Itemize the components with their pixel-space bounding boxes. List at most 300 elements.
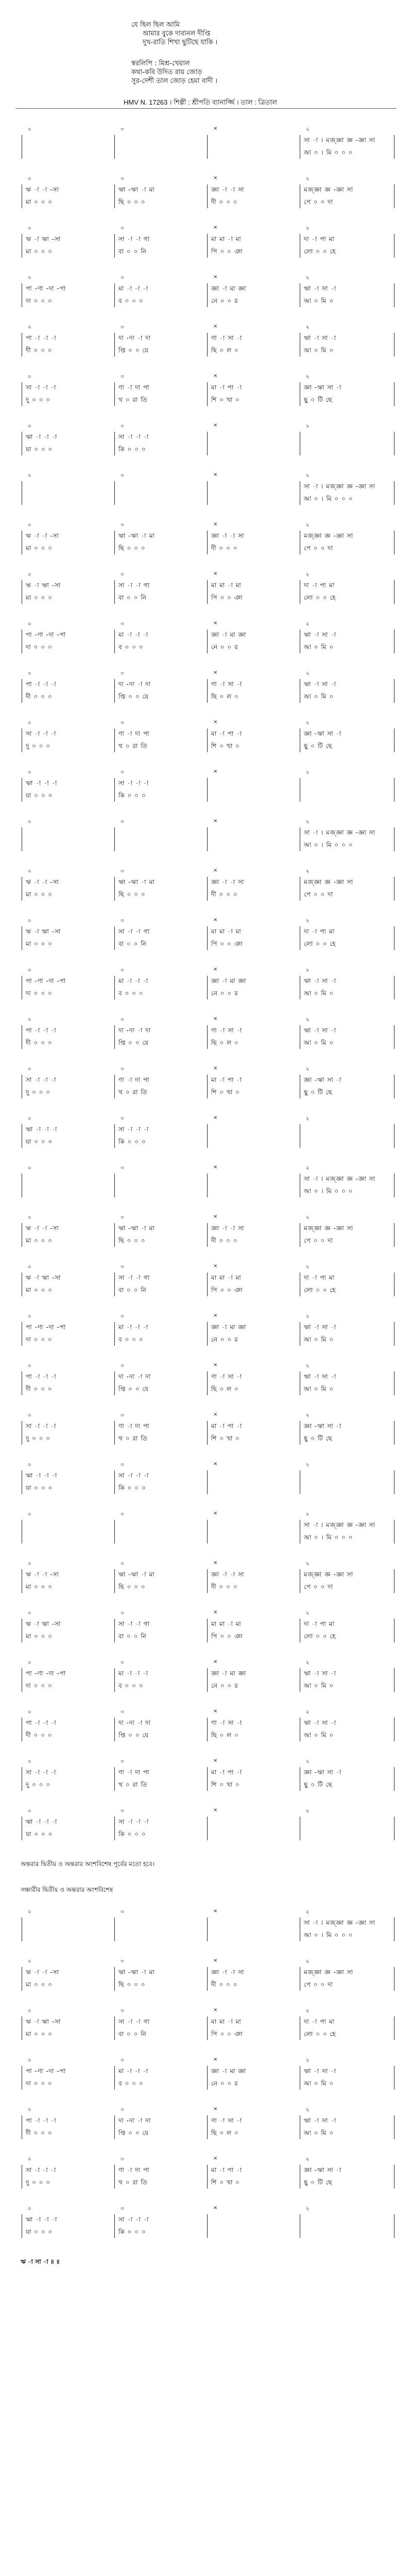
swara-group: মা -া পা -া: [211, 1769, 242, 1776]
swara-group: ঋ -া ঋা -সা: [26, 928, 61, 935]
tal-mark: ২: [306, 1561, 310, 1567]
bar-line: [207, 2115, 208, 2139]
swara-group: মা -া -া -া: [118, 977, 149, 985]
lyric-syllables: পি ০ ০ ঞা: [211, 594, 243, 601]
bar-line: [114, 877, 115, 901]
bar-line: [207, 283, 208, 307]
notation-row: [10, 1657, 402, 1696]
swara-group: মা -া -া -া: [118, 1670, 149, 1677]
lyric-syllables: বা ০ ০ নি: [118, 1286, 147, 1294]
tal-mark: ২: [306, 1314, 310, 1319]
swara-group: ঋ -া ঋা -সা: [26, 1274, 61, 1281]
swara-group: পা -া -া -া: [26, 1719, 57, 1726]
swara-group: ঋা -া সা -া: [304, 334, 337, 342]
swara-group: ঋা -া -া -া: [26, 779, 58, 787]
lyric-syllables: খ ০ রা তি: [118, 2179, 148, 2186]
bar-line: [114, 778, 115, 802]
swara-group: জ্ঞা -ঋা সা -া: [304, 1769, 342, 1776]
lyric-syllables: দী ০ ০ ০: [26, 347, 53, 354]
tal-mark: ২: [306, 226, 310, 231]
lyric-syllables: আ ০ মি ০: [304, 1039, 334, 1046]
tal-mark: ৩: [121, 1561, 124, 1567]
swara-group: জ্ঞা -া মা জ্ঞা: [211, 631, 247, 638]
lyric-syllables: ছু ০ টি ছে: [304, 1435, 333, 1442]
bar-line: [114, 976, 115, 999]
tal-mark: ৩: [121, 374, 124, 380]
bar-line: [207, 728, 208, 752]
swara-group: মা মা -া মা: [211, 1274, 242, 1281]
swara-group: সা -া -া -া: [118, 1472, 149, 1479]
tal-mark: ৩: [121, 1909, 124, 1915]
notation-row: [10, 915, 402, 954]
swara-group: জ্ঞা -া -া সা: [211, 186, 245, 193]
swara-group: সা -া -া -া: [118, 1818, 149, 1825]
bar-line: [114, 679, 115, 703]
swara-group: ঋা -া সা -া: [304, 977, 337, 985]
lyric-syllables: ছি ০ ল ০: [211, 693, 239, 700]
second-part-label: সঞ্চারীর দ্বিতীয় ও অন্তরার অংশবিশেষ: [21, 1886, 113, 1893]
notation-row: [10, 1607, 402, 1647]
swara-group: সা -া -া -া: [118, 2216, 149, 2223]
tal-mark: ০: [28, 621, 31, 627]
tal-mark: ০: [28, 1314, 31, 1319]
tal-mark: ×: [213, 620, 218, 626]
lyric-syllables: ব ০ ০ ০: [118, 990, 144, 997]
notation-row: [10, 321, 402, 361]
tal-mark: ০: [28, 2157, 31, 2162]
swara-group: মা মা -া মা: [211, 235, 242, 243]
notation-row: [10, 1212, 402, 1251]
tal-mark: ৩: [121, 1759, 124, 1765]
swara-group: সা -া -া গা: [118, 928, 150, 935]
tal-mark: ×: [213, 967, 218, 972]
swara-group: ঋা -ঋা -া মা: [118, 878, 155, 886]
tal-mark: ২: [306, 720, 310, 726]
notation-row: [10, 1956, 402, 1995]
lyric-syllables: মা ০ ০ ০: [26, 545, 53, 552]
notation-row: [10, 964, 402, 1004]
bar-line: [114, 1025, 115, 1049]
tal-mark: ৩: [121, 325, 124, 330]
lyric-syllables: প্তি ০ ০ যে: [118, 1039, 149, 1046]
lyric-syllables: নে ০ ০ র: [211, 990, 238, 997]
swara-group: মা -া -া -া: [118, 631, 149, 638]
swara-group: মা মা -া মা: [211, 2018, 242, 2025]
tal-mark: ২: [306, 1611, 310, 1616]
lyric-syllables: মা ০ ০ ০: [26, 2030, 53, 2038]
tal-mark: ২: [306, 1909, 310, 1915]
lyric-syllables: আ ০ মি ০: [304, 693, 334, 700]
swara-group: ণা -া দা পা: [118, 1076, 150, 1083]
lyric-syllables: দী ০ ০ ০: [211, 891, 238, 898]
swara-group: ঋা -া সা -া: [304, 1027, 337, 1034]
tal-mark: ×: [213, 472, 218, 478]
lyric-syllables: আ ০ । মি ০ ০ ০: [304, 1534, 353, 1541]
bar-line: [207, 1075, 208, 1098]
lyric-syllables: দী ০ ০ ০: [26, 1732, 53, 1739]
bar-line: [114, 1767, 115, 1791]
tal-mark: ২: [306, 1215, 310, 1221]
lyric-syllables: শি ০ খা ০: [211, 396, 240, 403]
tal-mark: ×: [213, 571, 218, 577]
tal-mark: ৩: [121, 1611, 124, 1616]
tal-mark: ×: [213, 175, 218, 181]
tal-mark: ২: [306, 374, 310, 380]
lyric-syllables: দু ০ ০ ০: [26, 1781, 51, 1788]
swara-group: মা -া পা -া: [211, 730, 242, 737]
lyric-syllables: দা ০ ০ ০: [26, 1682, 53, 1689]
swara-group: জ্ঞা -া -া সা: [211, 532, 245, 539]
bar-line: [207, 432, 208, 455]
lyric-syllables: পি ০ ০ ঞা: [211, 2030, 243, 2038]
bar-line: [207, 1273, 208, 1296]
swara-group: সা -া -া গা: [118, 1620, 150, 1628]
swara-group: দা -দা -া দা: [118, 1027, 151, 1034]
notation-row: [10, 1906, 402, 1945]
tal-mark: ০: [28, 1066, 31, 1072]
bar-line: [114, 1470, 115, 1494]
bar-line: [207, 1223, 208, 1247]
lyric-syllables: নে ০ ০ র: [211, 2080, 238, 2087]
swara-group: মা -া পা -া: [211, 1422, 242, 1430]
swara-group: ণা -া সা -া: [211, 1027, 243, 1034]
lyric-syllables: ছি ০ ল ০: [211, 1039, 239, 1046]
lyric-syllables: ছি ০ ল ০: [211, 1732, 239, 1739]
swara-group: পা -া -া -া: [26, 334, 57, 342]
bar-line: [114, 1918, 115, 1941]
swara-group: দা -া পা মা: [304, 582, 335, 589]
bar-line: [114, 1569, 115, 1593]
tal-mark: ০: [28, 1611, 31, 1616]
final-mark: ঋ -া সা -া ॥ ॥: [21, 2258, 60, 2265]
bar-line: [114, 1174, 115, 1197]
swara-group: মজ্জ্ঞা জ্ঞ -জ্ঞা সা: [304, 1969, 353, 1976]
tal-mark: ২: [306, 2157, 310, 2162]
tal-mark: ×: [213, 719, 218, 725]
notation-row: [10, 1509, 402, 1548]
lyric-syllables: মা ০ ০ ০: [26, 1583, 53, 1590]
lyric-syllables: কি ০ ০ ০: [118, 2228, 146, 2235]
swara-group: পা -ণা -দা -পা: [26, 977, 66, 985]
lyric-syllables: আ ০ । মি ০ ০ ০: [304, 1188, 353, 1195]
tal-mark: ০: [28, 2107, 31, 2113]
bar-line: [207, 1470, 208, 1494]
tal-mark: ২: [306, 1709, 310, 1715]
lyric-syllables: খ ০ রা তি: [118, 1781, 148, 1788]
tal-mark: ২: [306, 1660, 310, 1666]
lyric-syllables: আ ০ মি ০: [304, 297, 334, 304]
swara-group: জ্ঞা -া -া সা: [211, 1969, 245, 1976]
tal-mark: ২: [306, 275, 310, 281]
tal-mark: ২: [306, 1264, 310, 1270]
swara-group: ণা -া সা -া: [211, 681, 243, 688]
tal-mark: ২: [306, 473, 310, 479]
bar-line: [114, 2066, 115, 2090]
tal-mark: ×: [213, 2057, 218, 2062]
lyric-syllables: বা ০ ০ নি: [118, 2030, 147, 2038]
tal-mark: ৩: [121, 968, 124, 973]
lyric-syllables: খ ০ রা তি: [118, 742, 148, 750]
swara-group: ঋা -ঋা -া মা: [118, 186, 155, 193]
swara-group: দা -দা -া দা: [118, 1719, 151, 1726]
lyric-syllables: ছি ০ ল ০: [211, 2129, 239, 2137]
tal-mark: ×: [213, 769, 218, 774]
swara-group: সা -া -া -া: [26, 730, 57, 737]
tal-mark: ০: [28, 819, 31, 825]
tal-mark: ৩: [121, 522, 124, 528]
tal-mark: ০: [28, 1017, 31, 1023]
lyric-syllables: পে ০ ০ দা: [304, 545, 333, 552]
lyric-syllables: দু ০ ০ ০: [26, 1089, 51, 1096]
swara-group: ঋ -া -া -সা: [26, 1571, 59, 1578]
bar-line: [207, 1322, 208, 1346]
tal-mark: ২: [306, 1808, 310, 1814]
notation-row: [10, 223, 402, 262]
notation-row: [10, 1706, 402, 1745]
swara-group: ঋা -া সা -া: [304, 2067, 337, 2075]
lyric-syllables: দা ০ ০ ০: [26, 2080, 53, 2087]
tal-mark: ৩: [121, 275, 124, 281]
tal-mark: ০: [28, 1561, 31, 1567]
tal-mark: ০: [28, 226, 31, 231]
tal-mark: ২: [306, 325, 310, 330]
tal-mark: ০: [28, 1512, 31, 1517]
swara-group: সা -া -া -া: [26, 2166, 57, 2174]
bar-line: [114, 1273, 115, 1296]
swara-group: মা -া -া -া: [118, 2067, 149, 2075]
swara-group: জ্ঞা -া মা জ্ঞা: [211, 285, 247, 292]
lyric-syllables: পি ০ ০ ঞা: [211, 1286, 243, 1294]
lyric-syllables: আ ০ মি ০: [304, 1385, 334, 1393]
swara-group: ঋা -া -া -া: [26, 1472, 58, 1479]
lyric-syllables: আ ০ মি ০: [304, 643, 334, 651]
bar-line: [114, 234, 115, 258]
notation-row: [10, 618, 402, 657]
lyric-syllables: বা ০ ০ নি: [118, 1633, 147, 1640]
tal-mark: ৩: [121, 2157, 124, 2162]
lyric-syllables: প্তি ০ ০ যে: [118, 2129, 149, 2137]
tal-mark: ২: [306, 522, 310, 528]
lyric-syllables: ছি ০ ০ ০: [118, 891, 146, 898]
notation-row: [10, 1459, 402, 1498]
tal-mark: ০: [28, 1660, 31, 1666]
tal-mark: ৩: [121, 1264, 124, 1270]
tal-mark: ০: [28, 127, 31, 132]
lyric-syllables: ব ০ ০ ০: [118, 1682, 144, 1689]
tal-mark: ২: [306, 671, 310, 676]
swara-group: ণা -া দা পা: [118, 1422, 150, 1430]
bar-line: [114, 333, 115, 357]
bar-line: [207, 184, 208, 208]
tal-mark: ০: [28, 325, 31, 330]
tal-mark: ৩: [121, 770, 124, 775]
lyric-syllables: কি ০ ০ ০: [118, 1831, 146, 1838]
swara-group: ণা -া দা পা: [118, 2166, 150, 2174]
swara-group: দা -া পা মা: [304, 1620, 335, 1628]
notation-row: [10, 2055, 402, 2094]
swara-group: ঋা -ঋা -া মা: [118, 1225, 155, 1232]
tal-mark: ২: [306, 2107, 310, 2113]
notation-row: [10, 2005, 402, 2044]
lyric-syllables: আ ০ মি ০: [304, 2129, 334, 2137]
lyric-syllables: ছু ০ টি ছে: [304, 396, 333, 403]
lyric-syllables: লো ০ ০ হে: [304, 1633, 336, 1640]
tal-mark: ×: [213, 1412, 218, 1417]
notation-row: [10, 1063, 402, 1103]
bar-line: [207, 679, 208, 703]
tal-mark: ৩: [121, 1462, 124, 1468]
tal-mark: ৩: [121, 1413, 124, 1418]
tal-mark: ×: [213, 422, 218, 428]
lyric-syllables: দু ০ ০ ০: [26, 2179, 51, 2186]
tal-mark: ০: [28, 869, 31, 874]
lyric-syllables: নে ০ ০ র: [211, 643, 238, 651]
swara-group: জ্ঞা -ঋা সা -া: [304, 1422, 342, 1430]
swara-group: পা -ণা -দা -পা: [26, 631, 66, 638]
swara-group: সা -া -া -া: [118, 1126, 149, 1133]
tal-mark: ২: [306, 1413, 310, 1418]
swara-group: ণা -া সা -া: [211, 2117, 243, 2124]
lyric-syllables: দু ০ ০ ০: [26, 1435, 51, 1442]
swara-group: সা -া । মজ্জ্ঞা জ্ঞ -জ্ঞা সা: [304, 483, 376, 490]
swara-group: ঋা -ঋা -া মা: [118, 1571, 155, 1578]
lyric-syllables: দী ০ ০ ০: [211, 545, 238, 552]
lyric-syllables: লো ০ ০ হে: [304, 1286, 336, 1294]
notation-row: [10, 371, 402, 410]
swara-group: ণা -া সা -া: [211, 1719, 243, 1726]
credit-line-3: সুর-দেশী তাল জোড় হেমা বাদী ।: [131, 77, 218, 85]
tal-mark: ২: [306, 968, 310, 973]
lyric-syllables: যা ০ ০ ০: [26, 1138, 53, 1145]
lyric-syllables: বা ০ ০ নি: [118, 594, 147, 601]
tal-mark: ০: [28, 968, 31, 973]
tal-mark: ×: [213, 670, 218, 675]
lyric-syllables: ছি ০ ০ ০: [118, 1237, 146, 1244]
lyric-syllables: মা ০ ০ ০: [26, 594, 53, 601]
record-info: HMV N. 17263 । শিল্পী : শ্রীপতি ব্যানার্জ্জি । তাল : ত্রিতাল: [124, 98, 277, 106]
tal-mark: ২: [306, 1462, 310, 1468]
song-line-1: যে ছিল ছিল আমি: [131, 21, 180, 29]
tal-mark: ×: [213, 1807, 218, 1813]
swara-group: মজ্জ্ঞা জ্ঞ -জ্ঞা সা: [304, 878, 353, 886]
lyric-syllables: বা ০ ০ নি: [118, 940, 147, 947]
bar-line: [114, 1520, 115, 1544]
tal-mark: ৩: [121, 819, 124, 825]
swara-group: জ্ঞা -া মা জ্ঞা: [211, 1670, 247, 1677]
swara-group: সা -া -া গা: [118, 2018, 150, 2025]
bar-line: [114, 1817, 115, 1840]
song-credits: [131, 59, 317, 86]
tal-mark: ×: [213, 1659, 218, 1665]
bar-line: [207, 877, 208, 901]
notation-row: [10, 668, 402, 707]
swara-group: মা -া -া -া: [118, 1324, 149, 1331]
tal-mark: ×: [213, 1214, 218, 1219]
tal-mark: ২: [306, 2008, 310, 2014]
tal-mark: ০: [28, 572, 31, 578]
tal-mark: ×: [213, 521, 218, 527]
swara-group: ঋা -ঋা -া মা: [118, 1969, 155, 1976]
bar-line: [207, 778, 208, 802]
swara-group: মা -া পা -া: [211, 384, 242, 391]
bar-line: [114, 2214, 115, 2238]
lyric-syllables: খ ০ রা তি: [118, 396, 148, 403]
bar-line: [207, 976, 208, 999]
swara-group: দা -দা -া দা: [118, 681, 151, 688]
tal-mark: ৩: [121, 1066, 124, 1072]
tal-mark: ৩: [121, 1314, 124, 1319]
tal-mark: ০: [28, 1264, 31, 1270]
tal-mark: ×: [213, 225, 218, 230]
lyric-syllables: ছি ০ ০ ০: [118, 1583, 146, 1590]
bar-line: [207, 1767, 208, 1791]
bar-line: [114, 630, 115, 653]
lyric-syllables: দা ০ ০ ০: [26, 1336, 53, 1343]
bar-line: [207, 2066, 208, 2090]
lyric-syllables: যা ০ ০ ০: [26, 2228, 53, 2235]
tal-mark: ০: [28, 1413, 31, 1418]
swara-group: পা -ণা -দা -পা: [26, 285, 66, 292]
header-divider: [15, 108, 397, 109]
bar-line: [207, 2165, 208, 2189]
swara-group: জ্ঞা -া মা জ্ঞা: [211, 977, 247, 985]
swara-group: ঋা -া সা -া: [304, 1719, 337, 1726]
tal-mark: ×: [213, 324, 218, 329]
notation-row: [10, 1311, 402, 1350]
lyric-syllables: পে ০ ০ দা: [304, 891, 333, 898]
swara-group: ঋা -া সা -া: [304, 2117, 337, 2124]
credit-line-2: কথা-কবি উদিত রায় জোড়: [131, 69, 202, 76]
tal-mark: ৩: [121, 1363, 124, 1369]
notation-row: [10, 866, 402, 905]
lyric-syllables: দী ০ ০ ০: [26, 1385, 53, 1393]
tal-mark: ৩: [121, 720, 124, 726]
tal-mark: ০: [28, 2206, 31, 2212]
swara-group: জ্ঞা -া -া সা: [211, 1225, 245, 1232]
tal-mark: ৩: [121, 572, 124, 578]
tal-mark: ০: [28, 2058, 31, 2063]
tal-mark: ০: [28, 1165, 31, 1171]
swara-group: জ্ঞা -ঋা সা -া: [304, 2166, 342, 2174]
bar-line: [114, 1619, 115, 1642]
notation-row: [10, 1805, 402, 1844]
lyric-syllables: আ ০ মি ০: [304, 2080, 334, 2087]
lyric-syllables: ছি ০ ল ০: [211, 1385, 239, 1393]
tal-mark: ২: [306, 621, 310, 627]
tal-mark: ×: [213, 1758, 218, 1764]
swara-group: সা -া -া -া: [26, 1422, 57, 1430]
tal-mark: ০: [28, 1363, 31, 1369]
swara-group: দা -া পা মা: [304, 235, 335, 243]
swara-group: ঋ -া -া -সা: [26, 878, 59, 886]
swara-group: জ্ঞা -ঋা সা -া: [304, 384, 342, 391]
bar-line: [207, 1124, 208, 1148]
lyric-syllables: শি ০ খা ০: [211, 2179, 240, 2186]
tal-mark: ৩: [121, 621, 124, 627]
notation-row: [10, 2154, 402, 2193]
swara-group: মা মা -া মা: [211, 928, 242, 935]
swara-group: দা -া পা মা: [304, 928, 335, 935]
tal-mark: ×: [213, 2156, 218, 2161]
swara-group: দা -দা -া দা: [118, 1373, 151, 1380]
swara-group: মা -া পা -া: [211, 1076, 242, 1083]
lyric-syllables: ব ০ ০ ০: [118, 2080, 144, 2087]
tal-mark: ×: [213, 1115, 218, 1121]
swara-group: দা -া পা মা: [304, 2018, 335, 2025]
bar-line: [207, 1025, 208, 1049]
bar-line: [114, 481, 115, 505]
swara-group: ণা -া দা পা: [118, 1769, 150, 1776]
